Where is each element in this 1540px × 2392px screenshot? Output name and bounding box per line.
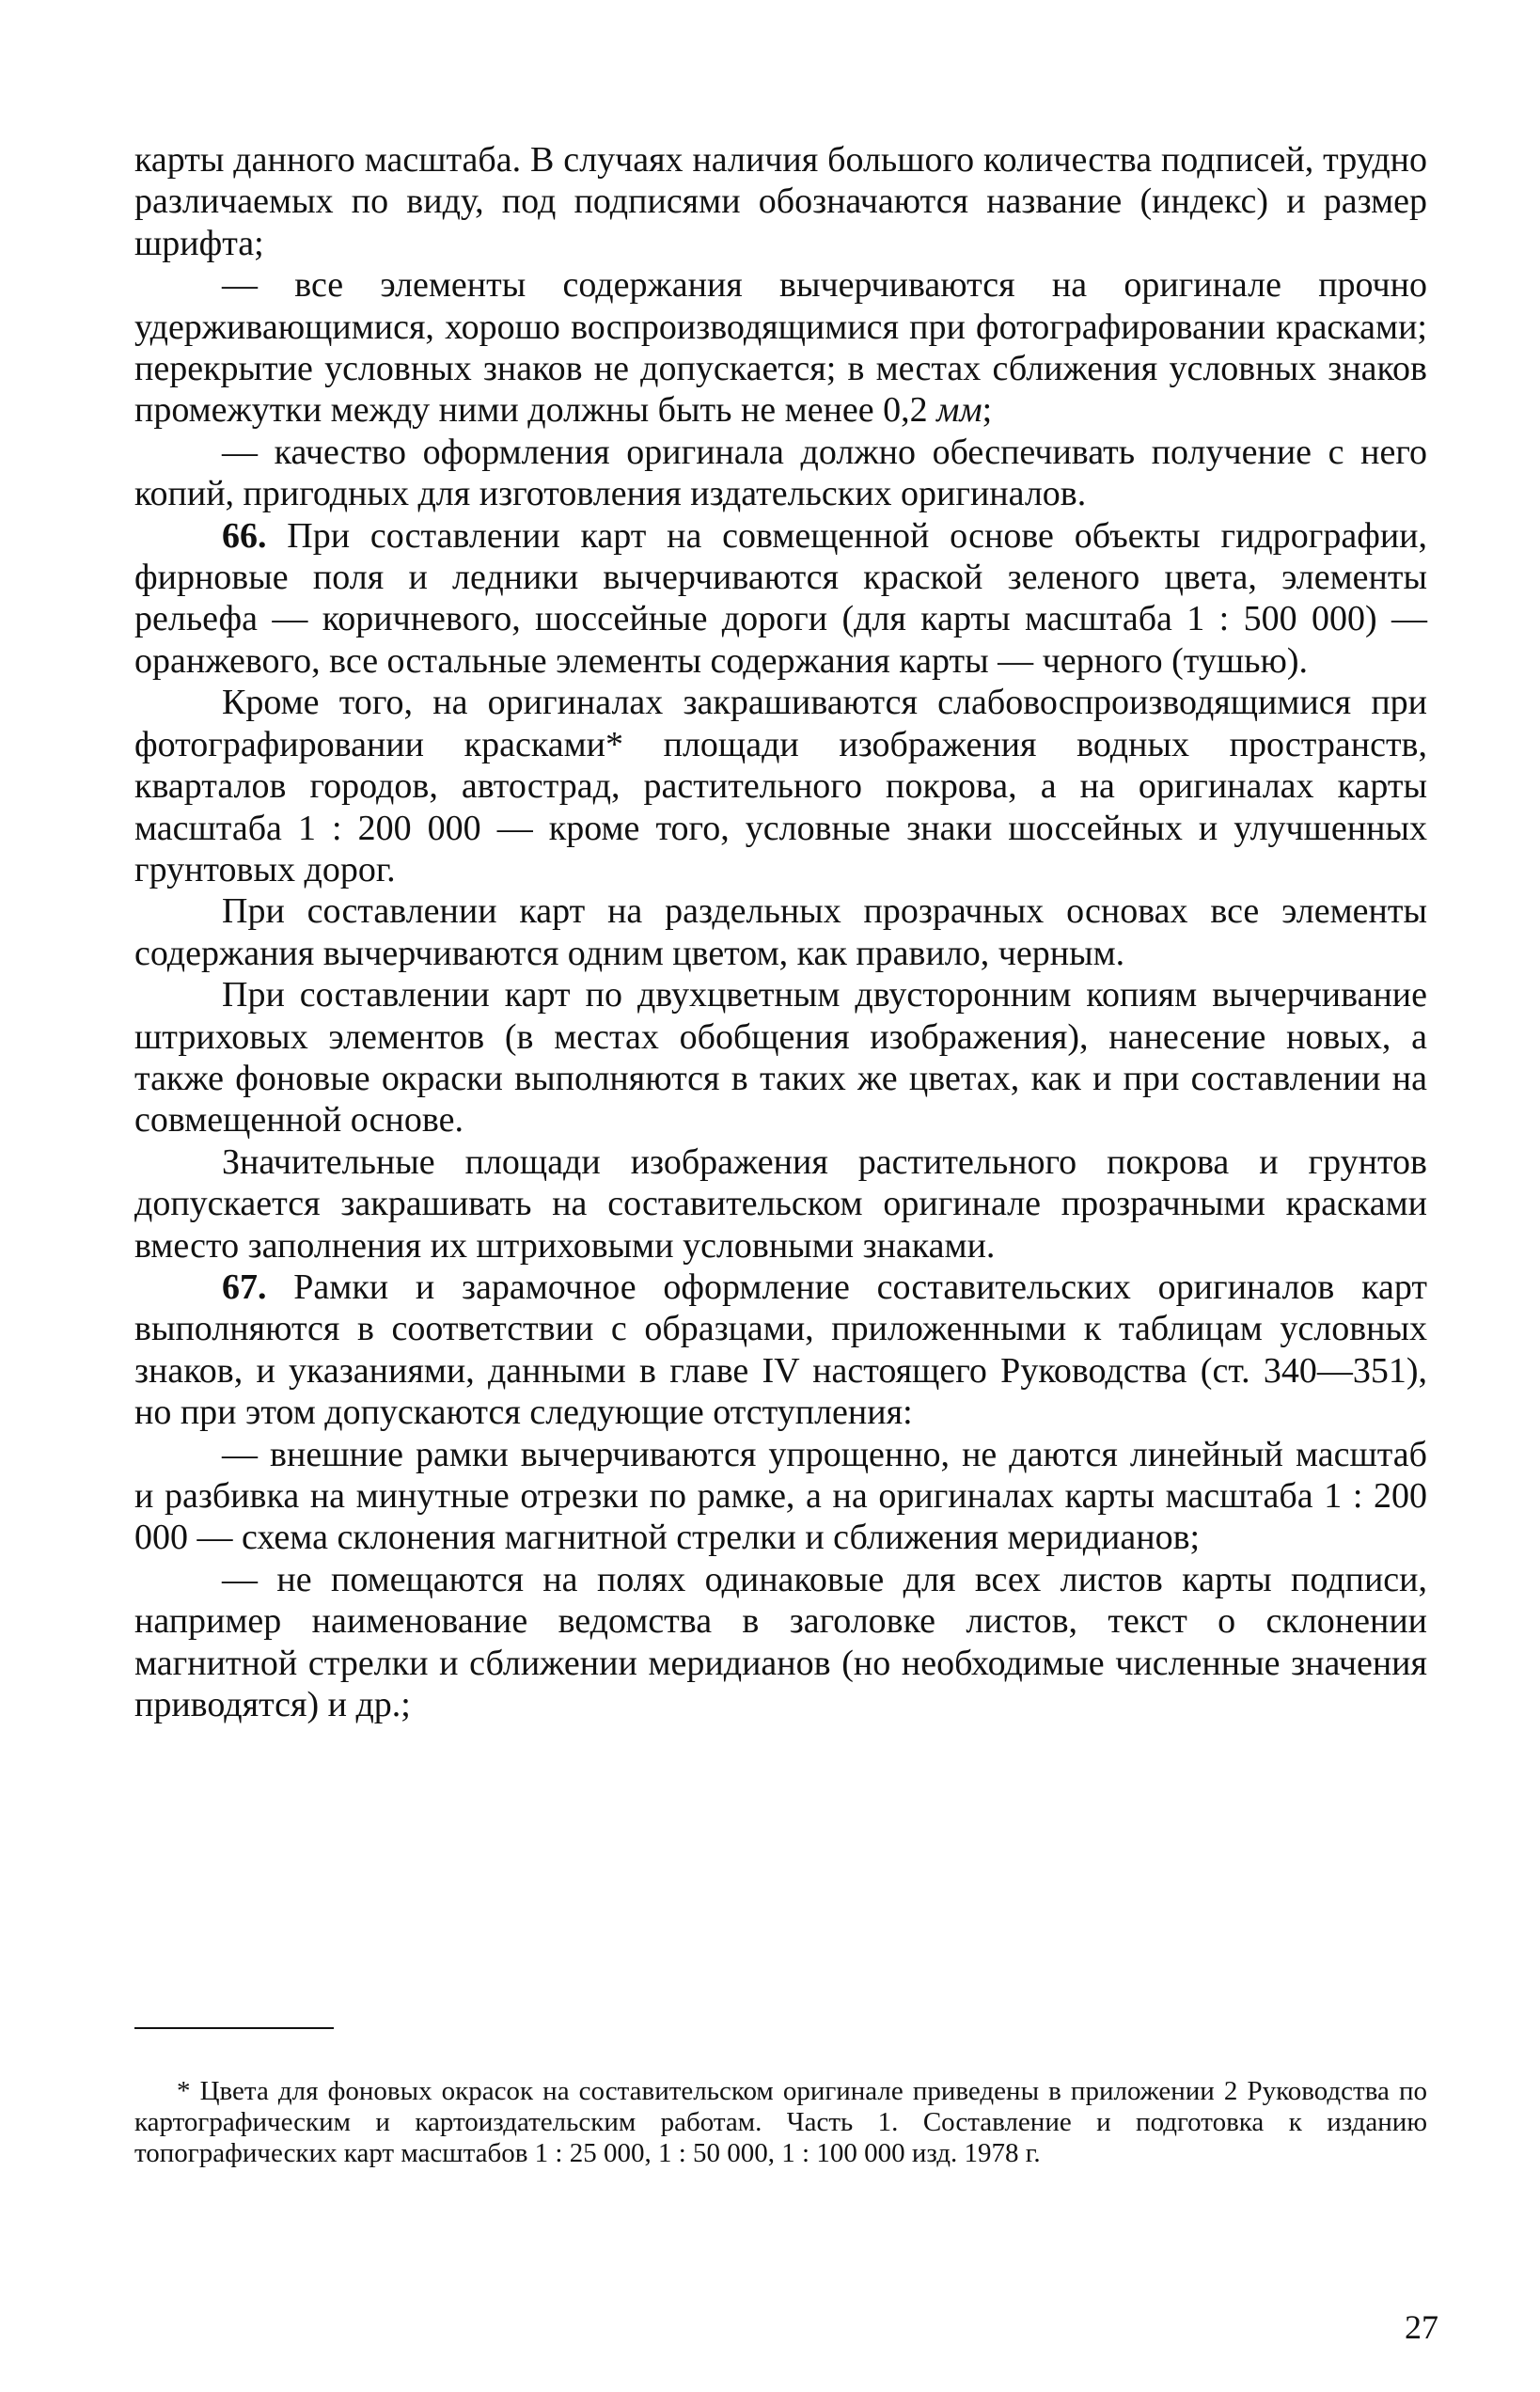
paragraph: При составлении карт на раздельных прозрачных основах все элементы содержания вычерчиваются одним цветом, как правило, черным. bbox=[134, 891, 1427, 973]
paragraph-list-item: — качество оформления оригинала должно обеспечивать получение с него копий, пригодных для изготовления издательских оригиналов. bbox=[134, 432, 1427, 514]
paragraph: При составлении карт по двухцветным двусторонним копиям вычерчивание штриховых элементов (в местах обобщения изображения), нанесение новых, а также фоновые окраски выполняются в таких же цветах, как и при составлении на совмещенной основе. bbox=[134, 975, 1427, 1141]
footnote-text: * Цвета для фоновых окрасок на составительском оригинале приведены в приложении 2 Руководства по картографическим и картоиздательским работам. Часть 1. Составление и подготовка к изданию топографических карт масштабов 1 : 25 000, 1 : 50 000, 1 : 100 000 изд. 1978 г. bbox=[134, 2076, 1427, 2168]
footnote bbox=[134, 2076, 1427, 2169]
paragraph-section-66: 66. При составлении карт на совмещенной основе объекты гидрографии, фирновые поля и ледники вычерчиваются краской зеленого цвета, элементы рельефа — коричневого, шоссейные дороги (для карты масштаба 1 : 500 000) — оранжевого, все остальные элементы содержания карты — черного (тушью). bbox=[134, 515, 1427, 681]
paragraph-list-item: — внешние рамки вычерчиваются упрощенно, не даются линейный масштаб и разбивка на минутные отрезки по рамке, а на оригиналах карты масштаба 1 : 200 000 — схема склонения магнитной стрелки и сближения меридианов; bbox=[134, 1434, 1427, 1558]
unit-label: мм bbox=[936, 390, 982, 431]
paragraph: Значительные площади изображения растительного покрова и грунтов допускается закрашивать на составительском оригинале прозрачными красками вместо заполнения их штриховыми условными знаками. bbox=[134, 1141, 1427, 1266]
page-number: 27 bbox=[1405, 2308, 1438, 2346]
paragraph-list-item: — все элементы содержания вычерчиваются на оригинале прочно удерживающимися, хорошо воспроизводящимися при фотографировании красками; перекрытие условных знаков не допускается; в местах сближения условных знаков промежутки между ними должны быть не менее 0,2 мм; bbox=[134, 265, 1427, 431]
paragraph-list-item: — не помещаются на полях одинаковые для всех листов карты подписи, например наименование ведомства в заголовке листов, текст о склонении магнитной стрелки и сближении меридианов (но необходимые численные значения приводятся) и др.; bbox=[134, 1559, 1427, 1725]
paragraph-continuation: карты данного масштаба. В случаях наличия большого количества подписей, трудно различаемых по виду, под подписями обозначаются название (индекс) и размер шрифта; bbox=[134, 140, 1427, 263]
paragraph: Кроме того, на оригиналах закрашиваются слабовоспроизводящимися при фотографировании красками* площади изображения водных пространств, кварталов городов, автострад, растительного покрова, а на оригиналах карты масштаба 1 : 200 000 — кроме того, условные знаки шоссейных и улучшенных грунтовых дорог. bbox=[134, 683, 1427, 889]
section-number: 66. bbox=[222, 515, 267, 556]
section-number: 67. bbox=[222, 1267, 267, 1307]
body-text bbox=[134, 139, 1427, 1725]
footnote-divider bbox=[134, 2027, 334, 2029]
paragraph-section-67: 67. Рамки и зарамочное оформление составительских оригиналов карт выполняются в соответствии с образцами, приложенными к таблицам условных знаков, и указаниями, данными в главе IV настоящего Руководства (ст. 340—351), но при этом допускаются следующие отступления: bbox=[134, 1267, 1427, 1433]
